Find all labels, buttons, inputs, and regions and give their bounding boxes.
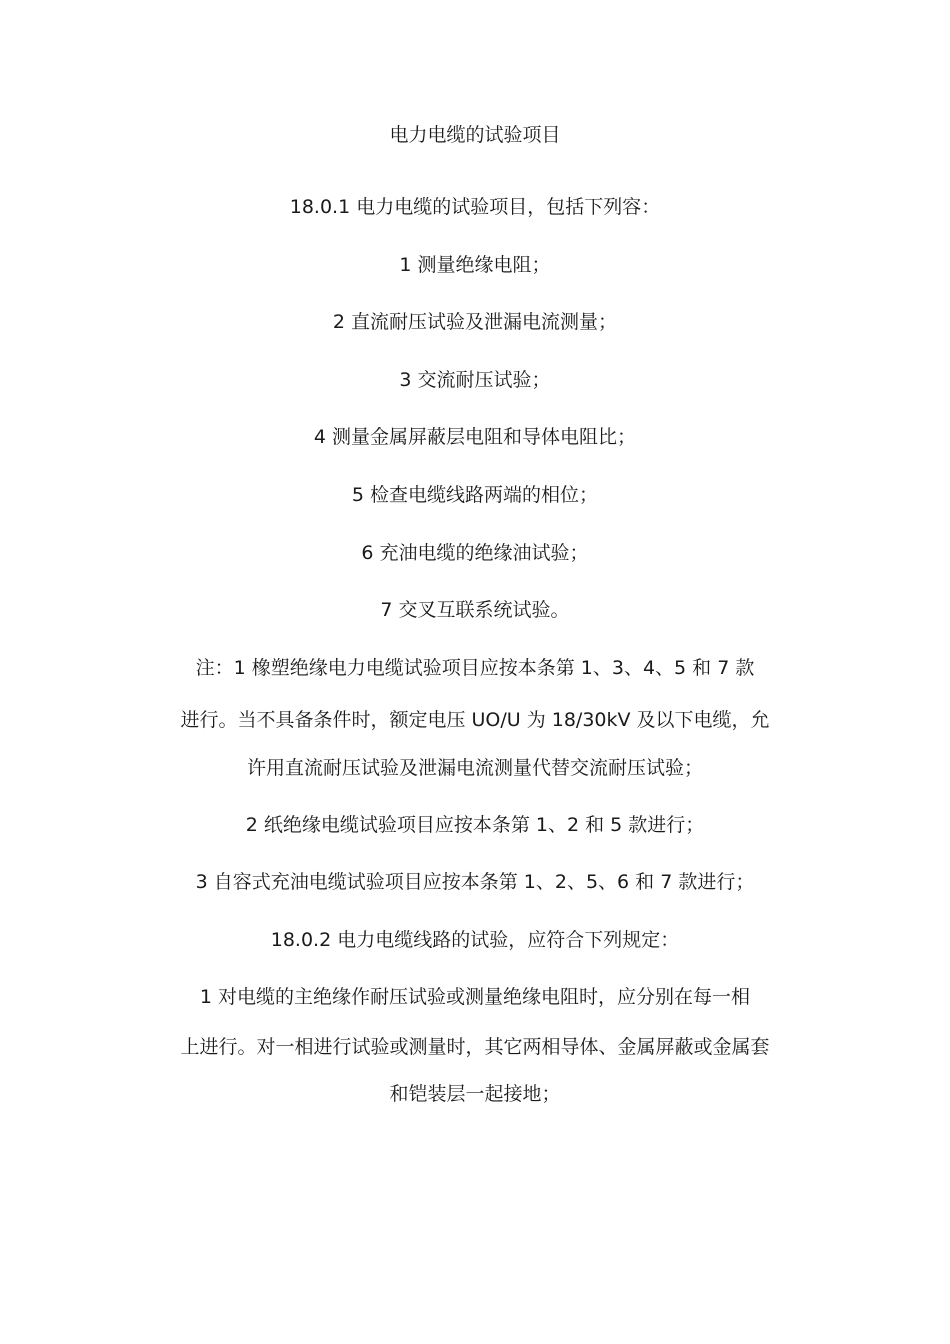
- list-item-7: 7 交叉互联系统试验。: [380, 599, 570, 621]
- list-item-3: 3 交流耐压试验；: [399, 369, 551, 391]
- note-line-3: 许用直流耐压试验及泄漏电流测量代替交流耐压试验；: [246, 757, 703, 779]
- clause-18-0-2-heading: 18.0.2 电力电缆线路的试验，应符合下列规定：: [270, 929, 680, 951]
- document-title: 电力电缆的试验项目: [389, 124, 561, 146]
- list-item-4: 4 测量金属屏蔽层电阻和导体电阻比；: [313, 426, 637, 448]
- list-item-2: 2 直流耐压试验及泄漏电流测量；: [332, 311, 618, 333]
- list-item-6: 6 充油电缆的绝缘油试验；: [361, 542, 589, 564]
- note-line-2: 进行。当不具备条件时，额定电压 UO/U 为 18/30kV 及以下电缆，允: [180, 709, 770, 731]
- note-item-3: 3 自容式充油电缆试验项目应按本条第 1、2、5、6 和 7 款进行；: [195, 871, 755, 893]
- list-item-1: 1 测量绝缘电阻；: [399, 254, 551, 276]
- rule-1-line-2: 上进行。对一相进行试验或测量时，其它两相导体、金属屏蔽或金属套: [180, 1036, 770, 1058]
- rule-1-line-3: 和铠装层一起接地；: [389, 1083, 561, 1105]
- note-line-1: 注：1 橡塑绝缘电力电缆试验项目应按本条第 1、3、4、5 和 7 款: [195, 657, 755, 679]
- rule-1-line-1: 1 对电缆的主绝缘作耐压试验或测量绝缘电阻时，应分别在每一相: [199, 986, 751, 1008]
- list-item-5: 5 检查电缆线路两端的相位；: [351, 484, 599, 506]
- clause-18-0-1-heading: 18.0.1 电力电缆的试验项目，包括下列容：: [289, 196, 661, 218]
- note-item-2: 2 纸绝缘电缆试验项目应按本条第 1、2 和 5 款进行；: [245, 814, 705, 836]
